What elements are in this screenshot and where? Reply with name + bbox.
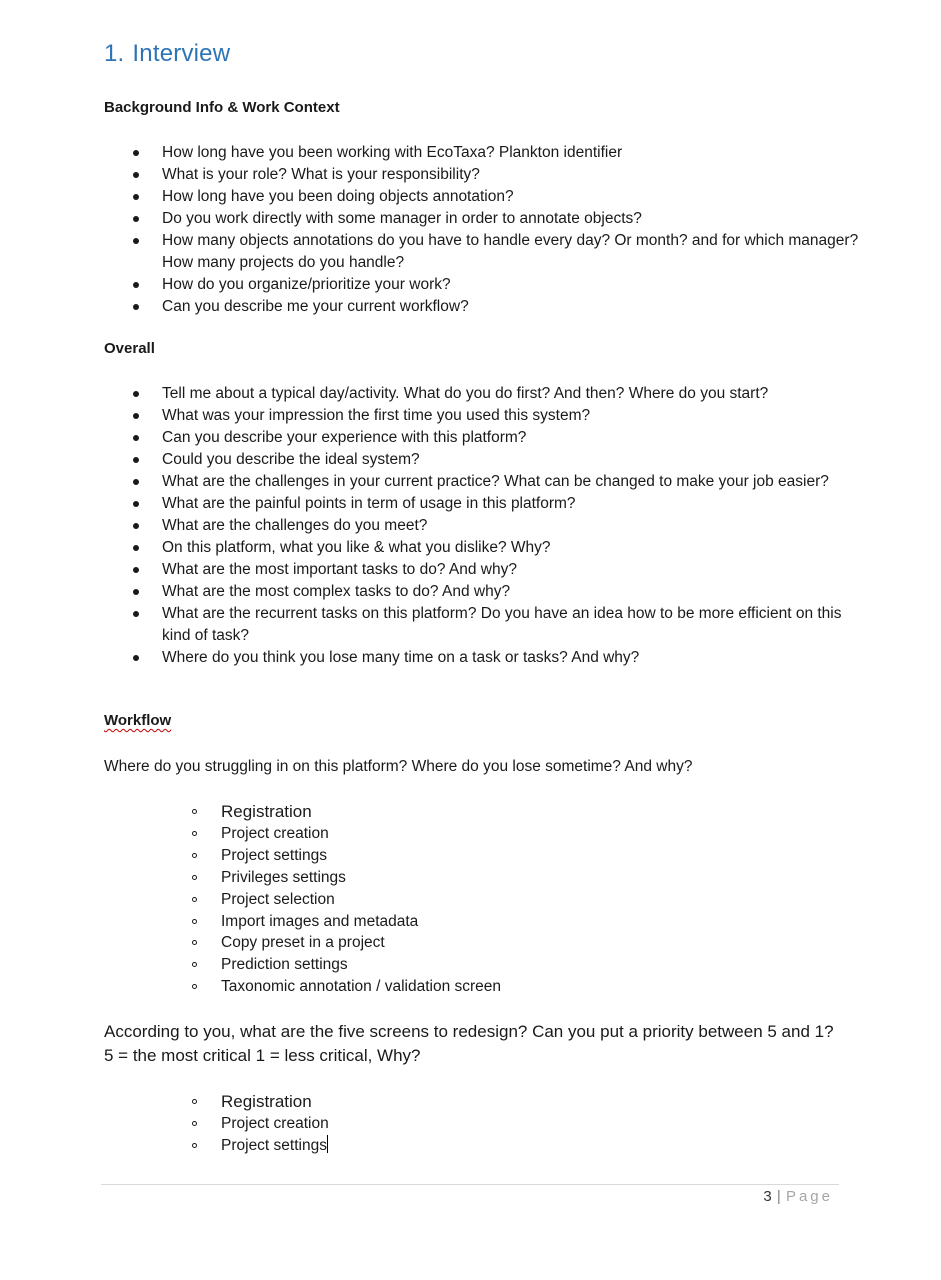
circle-bullet-icon: [192, 853, 197, 858]
bullet-icon: [133, 172, 139, 178]
redesign-question: According to you, what are the five screens to redesign? Can you put a priority between 5 and 1? 5 = the most critical 1 = less critical, Why?: [104, 1022, 834, 1065]
bullet-icon: [133, 589, 139, 595]
circle-bullet-icon: [192, 1143, 197, 1148]
circle-bullet-icon: [192, 962, 197, 967]
list-item: Do you work directly with some manager in order to annotate objects?: [104, 208, 864, 230]
list-item: What are the most important tasks to do? And why?: [104, 559, 864, 581]
list-item: Import images and metadata: [104, 911, 704, 933]
bullet-icon: [133, 282, 139, 288]
list-item: Could you describe the ideal system?: [104, 449, 864, 471]
list-item: Privileges settings: [104, 867, 704, 889]
list-item: How many objects annotations do you have to handle every day? Or month? and for which manager? How many projects do you handle?: [104, 230, 864, 274]
bullet-icon: [133, 545, 139, 551]
list-item: What was your impression the first time you used this system?: [104, 405, 864, 427]
bullet-icon: [133, 523, 139, 529]
page-number: 3: [763, 1188, 773, 1205]
list-item: How long have you been doing objects annotation?: [104, 186, 864, 208]
redesign-list: [104, 1091, 704, 1157]
circle-bullet-icon: [192, 940, 197, 945]
circle-bullet-icon: [192, 897, 197, 902]
list-item: Prediction settings: [104, 954, 704, 976]
bullet-icon: [133, 655, 139, 661]
bullet-icon: [133, 304, 139, 310]
footer-divider: [101, 1184, 839, 1185]
workflow-list: [104, 801, 704, 998]
heading-number: 1.: [104, 40, 125, 67]
list-item: Can you describe me your current workflow?: [104, 296, 864, 318]
heading-title: Interview: [132, 40, 231, 67]
bullet-icon: [133, 194, 139, 200]
list-item: Project selection: [104, 889, 704, 911]
list-item: Project settings: [104, 845, 704, 867]
overall-list: [104, 383, 864, 669]
bullet-icon: [133, 413, 139, 419]
bullet-icon: [133, 567, 139, 573]
bullet-icon: [133, 457, 139, 463]
background-subheading: Background Info & Work Context: [104, 99, 340, 116]
background-list: [104, 142, 864, 318]
bullet-icon: [133, 611, 139, 617]
list-item: What are the recurrent tasks on this platform? Do you have an idea how to be more efficient on this kind of task?: [104, 603, 864, 647]
circle-bullet-icon: [192, 984, 197, 989]
footer-separator: |: [776, 1188, 782, 1205]
list-item: Copy preset in a project: [104, 932, 704, 954]
circle-bullet-icon: [192, 1121, 197, 1126]
page-label: Page: [785, 1188, 833, 1205]
page-footer: [763, 1188, 833, 1205]
list-item: What are the challenges in your current practice? What can be changed to make your job easier?: [104, 471, 864, 493]
circle-bullet-icon: [192, 875, 197, 880]
bullet-icon: [133, 238, 139, 244]
bullet-icon: [133, 501, 139, 507]
overall-subheading: Overall: [104, 340, 155, 357]
circle-bullet-icon: [192, 1099, 197, 1104]
list-item: Project creation: [104, 1113, 704, 1135]
list-item: What are the most complex tasks to do? And why?: [104, 581, 864, 603]
list-item: What are the challenges do you meet?: [104, 515, 864, 537]
list-item: Registration: [104, 801, 704, 823]
bullet-icon: [133, 150, 139, 156]
bullet-icon: [133, 435, 139, 441]
list-item: What are the painful points in term of usage in this platform?: [104, 493, 864, 515]
list-item: How long have you been working with EcoTaxa? Plankton identifier: [104, 142, 864, 164]
list-item: Taxonomic annotation / validation screen: [104, 976, 704, 998]
list-item: Registration: [104, 1091, 704, 1113]
bullet-icon: [133, 216, 139, 222]
circle-bullet-icon: [192, 809, 197, 814]
list-item: What is your role? What is your responsibility?: [104, 164, 864, 186]
workflow-subheading: Workflow: [104, 712, 172, 729]
list-item: Can you describe your experience with this platform?: [104, 427, 864, 449]
bullet-icon: [133, 479, 139, 485]
text-cursor: [327, 1135, 328, 1153]
list-item: Where do you think you lose many time on a task or tasks? And why?: [104, 647, 864, 669]
circle-bullet-icon: [192, 831, 197, 836]
list-item: Project creation: [104, 823, 704, 845]
list-item: How do you organize/prioritize your work?: [104, 274, 864, 296]
bullet-icon: [133, 391, 139, 397]
list-item: Tell me about a typical day/activity. What do you do first? And then? Where do you start?: [104, 383, 864, 405]
section-heading: [104, 40, 230, 68]
workflow-question: Where do you struggling in on this platform? Where do you lose sometime? And why?: [104, 758, 693, 775]
list-item: On this platform, what you like & what you dislike? Why?: [104, 537, 864, 559]
circle-bullet-icon: [192, 919, 197, 924]
list-item: Project settings: [104, 1135, 704, 1157]
